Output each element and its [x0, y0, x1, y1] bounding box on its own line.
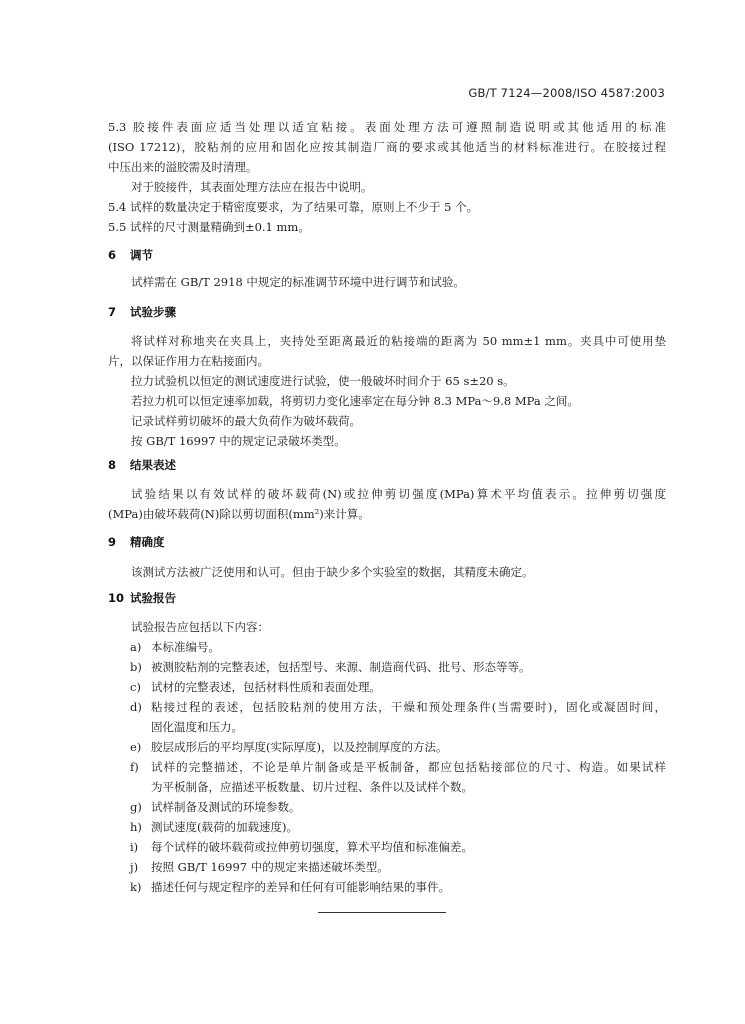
section-7-number: 7	[108, 305, 117, 319]
report-item-label: j)	[130, 860, 139, 874]
report-item-text: 被测胶粘剂的完整表述，包括型号、来源、制造商代码、批号、形态等等。	[151, 660, 531, 674]
section-9-heading	[108, 534, 165, 550]
section-9-body	[108, 562, 666, 582]
report-item	[108, 877, 666, 897]
report-item-text: 描述任何与规定程序的差异和任何有可能影响结果的事件。	[151, 880, 450, 894]
report-item-text: 固化温度和压力。	[151, 720, 243, 734]
section-7-line-3: 拉力试验机以恒定的测试速度进行试验，使一般破坏时间介于 65 s±20 s。	[131, 374, 515, 388]
section-8-heading	[108, 457, 176, 473]
section-8-body	[108, 484, 666, 524]
section-6-title: 调节	[130, 248, 153, 262]
report-item-text: 试样的完整描述，不论是单片制备或是平板制备，都应包括粘接部位的尺寸、构造。如果试样	[151, 760, 666, 774]
report-item-label: a)	[130, 640, 142, 654]
report-intro: 试验报告应包括以下内容：	[131, 620, 269, 634]
section-6-body	[108, 272, 666, 292]
report-item	[108, 817, 666, 837]
section-9-title: 精确度	[130, 535, 165, 549]
section-10-heading	[108, 590, 176, 606]
report-item-text: 本标准编号。	[151, 640, 220, 654]
section-6-text: 试样需在 GB/T 2918 中规定的标准调节环境中进行调节和试验。	[131, 275, 465, 289]
report-items-list	[108, 637, 666, 897]
end-rule	[318, 912, 446, 913]
report-item	[108, 797, 666, 817]
section-10-title: 试验报告	[130, 591, 176, 605]
report-item-text: 试样制备及测试的环境参数。	[151, 800, 301, 814]
section-7-line-2: 片，以保证作用力在粘接面内。	[108, 354, 269, 368]
section-7-body	[108, 331, 666, 451]
report-item-text: 测试速度(载荷的加载速度)。	[151, 820, 298, 834]
section-7-heading	[108, 304, 176, 320]
report-item-label: i)	[130, 840, 139, 854]
report-item	[108, 677, 666, 697]
report-item-label: k)	[130, 880, 142, 894]
section-7-title: 试验步骤	[130, 305, 176, 319]
section-6-number: 6	[108, 248, 117, 262]
clause-5-3-line-3: 中压出来的溢胶需及时清理。	[108, 160, 258, 174]
report-item	[108, 737, 666, 757]
standard-number-header: GB/T 7124—2008/ISO 4587:2003	[468, 86, 665, 100]
section-9-text: 该测试方法被广泛使用和认可。但由于缺少多个实验室的数据，其精度未确定。	[131, 565, 534, 579]
section-9-number: 9	[108, 535, 117, 549]
report-item-label: c)	[130, 680, 141, 694]
report-item	[108, 837, 666, 857]
report-item-text: 胶层成形后的平均厚度(实际厚度)，以及控制厚度的方法。	[151, 740, 448, 754]
section-8-line-1: 试验结果以有效试样的破坏载荷(N)或拉伸剪切强度(MPa)算术平均值表示。拉伸剪切强度	[131, 487, 666, 501]
section-8-number: 8	[108, 458, 117, 472]
clause-5-3-line-2: (ISO 17212)，胶粘剂的应用和固化应按其制造厂商的要求或其他适当的材料标准进行。在胶接过程	[108, 140, 666, 154]
report-item-label: e)	[130, 740, 142, 754]
clause-5-3-line-4: 对于胶接件，其表面处理方法应在报告中说明。	[131, 180, 373, 194]
section-7-line-6: 按 GB/T 16997 中的规定记录破坏类型。	[131, 434, 346, 448]
clause-5-3-line-1: 5.3 胶接件表面应适当处理以适宜粘接。表面处理方法可遵照制造说明或其他适用的标准	[108, 120, 666, 134]
report-item-label: d)	[130, 700, 142, 714]
clause-5-5: 5.5 试样的尺寸测量精确到±0.1 mm。	[108, 220, 310, 234]
section-10-number: 10	[108, 591, 125, 605]
report-item-text: 按照 GB/T 16997 中的规定来描述破坏类型。	[151, 860, 389, 874]
section-10-body	[108, 617, 666, 897]
report-item-text: 每个试样的破坏载荷或拉伸剪切强度，算术平均值和标准偏差。	[151, 840, 473, 854]
report-item-text: 试材的完整表述，包括材料性质和表面处理。	[151, 680, 381, 694]
report-item	[108, 657, 666, 677]
section-6-heading	[108, 247, 153, 263]
report-item-label: h)	[130, 820, 142, 834]
section-7-line-1: 将试样对称地夹在夹具上，夹持处至距离最近的粘接端的距离为 50 mm±1 mm。夹具中可使用垫	[131, 334, 666, 348]
section-8-title: 结果表述	[130, 458, 176, 472]
report-item-text: 粘接过程的表述，包括胶粘剂的使用方法，干燥和预处理条件(当需要时)，固化或凝固时间，	[151, 700, 666, 714]
clause-5-3	[108, 117, 666, 237]
report-item-label: b)	[130, 660, 142, 674]
report-item-label: f)	[130, 760, 139, 774]
report-item-label: g)	[130, 800, 142, 814]
report-item-text: 为平板制备，应描述平板数量、切片过程、条件以及试样个数。	[151, 780, 473, 794]
clause-5-4: 5.4 试样的数量决定于精密度要求，为了结果可靠，原则上不少于 5 个。	[108, 200, 479, 214]
report-item	[108, 757, 666, 797]
report-item	[108, 697, 666, 737]
section-8-line-2: (MPa)由破坏载荷(N)除以剪切面积(mm²)来计算。	[108, 507, 370, 521]
section-7-line-4: 若拉力机可以恒定速率加载，将剪切力变化速率定在每分钟 8.3 MPa～9.8 MPa 之间。	[131, 394, 579, 408]
section-7-line-5: 记录试样剪切破坏的最大负荷作为破坏载荷。	[131, 414, 361, 428]
report-item	[108, 637, 666, 657]
report-item	[108, 857, 666, 877]
